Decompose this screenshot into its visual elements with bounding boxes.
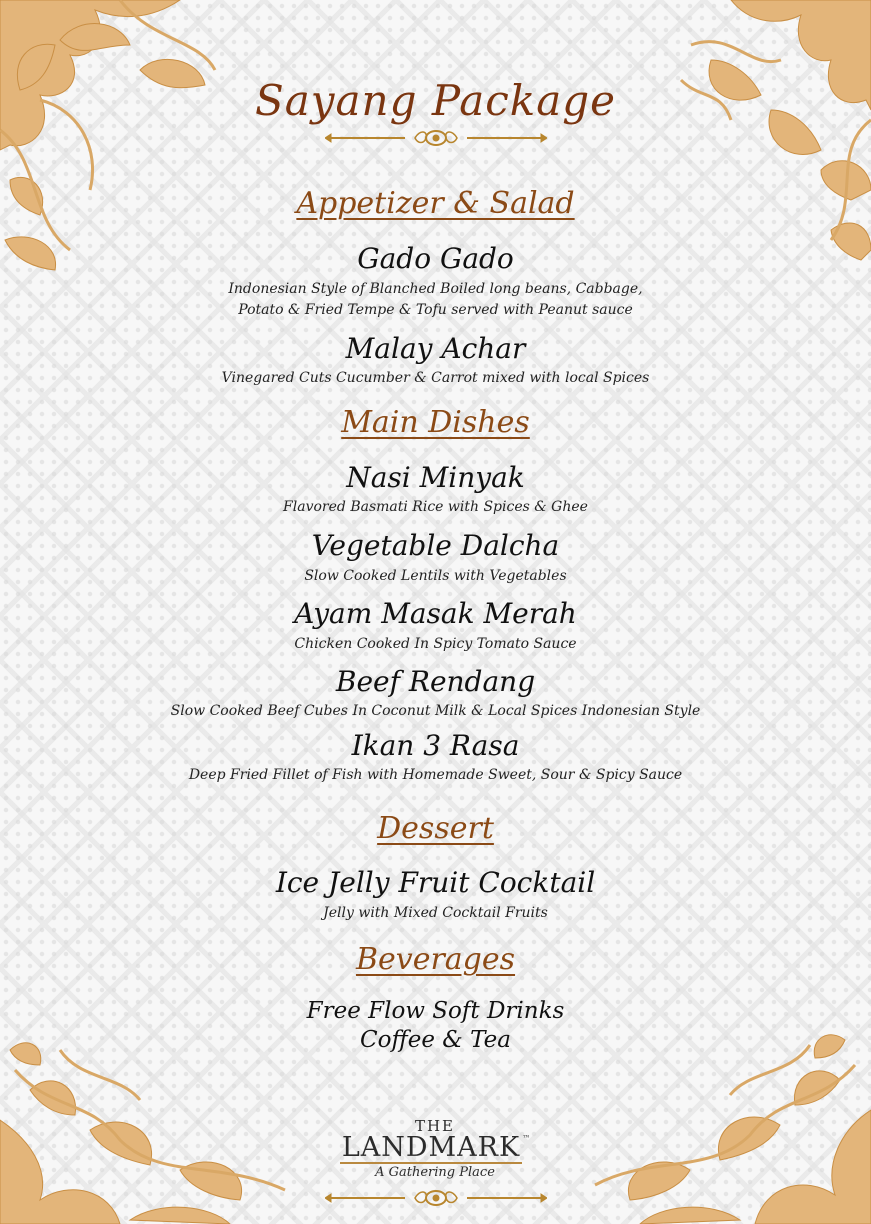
section-beverages-heading: Beverages [355,942,516,977]
dish-gado-gado-desc-line1: Indonesian Style of Blanched Boiled long beans, Cabbage, [228,281,643,297]
dish-ayam-masak-merah: Ayam Masak Merah [294,597,577,630]
floral-ornament-bottom-right-icon [590,1030,871,1224]
dish-vegetable-dalcha-desc: Slow Cooked Lentils with Vegetables [304,568,567,584]
dish-ice-jelly-fruit-cocktail: Ice Jelly Fruit Cocktail [275,866,596,899]
scroll-divider-bottom-icon [325,1186,547,1210]
floral-ornament-top-left-icon [0,0,260,280]
section-appetizer-heading: Appetizer & Salad [296,186,575,221]
section-dessert-heading: Dessert [377,811,494,846]
dish-ikan-3-rasa: Ikan 3 Rasa [351,729,520,762]
section-main-heading: Main Dishes [341,405,530,440]
beverage-line-soft-drinks: Free Flow Soft Drinks [306,998,565,1024]
dish-gado-gado-desc-line2: Potato & Fried Tempe & Tofu served with Peanut sauce [238,302,633,318]
logo-tagline: A Gathering Place [375,1165,495,1180]
dish-malay-achar-desc: Vinegared Cuts Cucumber & Carrot mixed with local Spices [221,370,650,386]
dish-nasi-minyak-desc: Flavored Basmati Rice with Spices & Ghee [283,499,588,515]
dish-beef-rendang: Beef Rendang [335,665,536,698]
dish-vegetable-dalcha: Vegetable Dalcha [311,529,560,562]
dish-malay-achar: Malay Achar [345,332,526,365]
landmark-logo [330,1118,540,1184]
dish-ayam-masak-merah-desc: Chicken Cooked In Spicy Tomato Sauce [294,636,577,652]
dish-ice-jelly-fruit-cocktail-desc: Jelly with Mixed Cocktail Fruits [323,905,548,921]
logo-tm: ™ [522,1134,531,1143]
scroll-divider-icon [325,126,547,150]
floral-ornament-bottom-left-icon [0,1030,290,1224]
logo-name: LANDMARK [341,1132,521,1163]
logo-the: THE [414,1117,456,1135]
dish-ikan-3-rasa-desc: Deep Fried Fillet of Fish with Homemade Sweet, Sour & Spicy Sauce [188,767,683,783]
dish-nasi-minyak: Nasi Minyak [346,461,525,494]
dish-beef-rendang-desc: Slow Cooked Beef Cubes In Coconut Milk & Local Spices Indonesian Style [170,703,701,719]
dish-gado-gado: Gado Gado [357,242,514,275]
menu-title: Sayang Package [254,76,617,125]
beverage-line-coffee-tea: Coffee & Tea [360,1027,511,1053]
